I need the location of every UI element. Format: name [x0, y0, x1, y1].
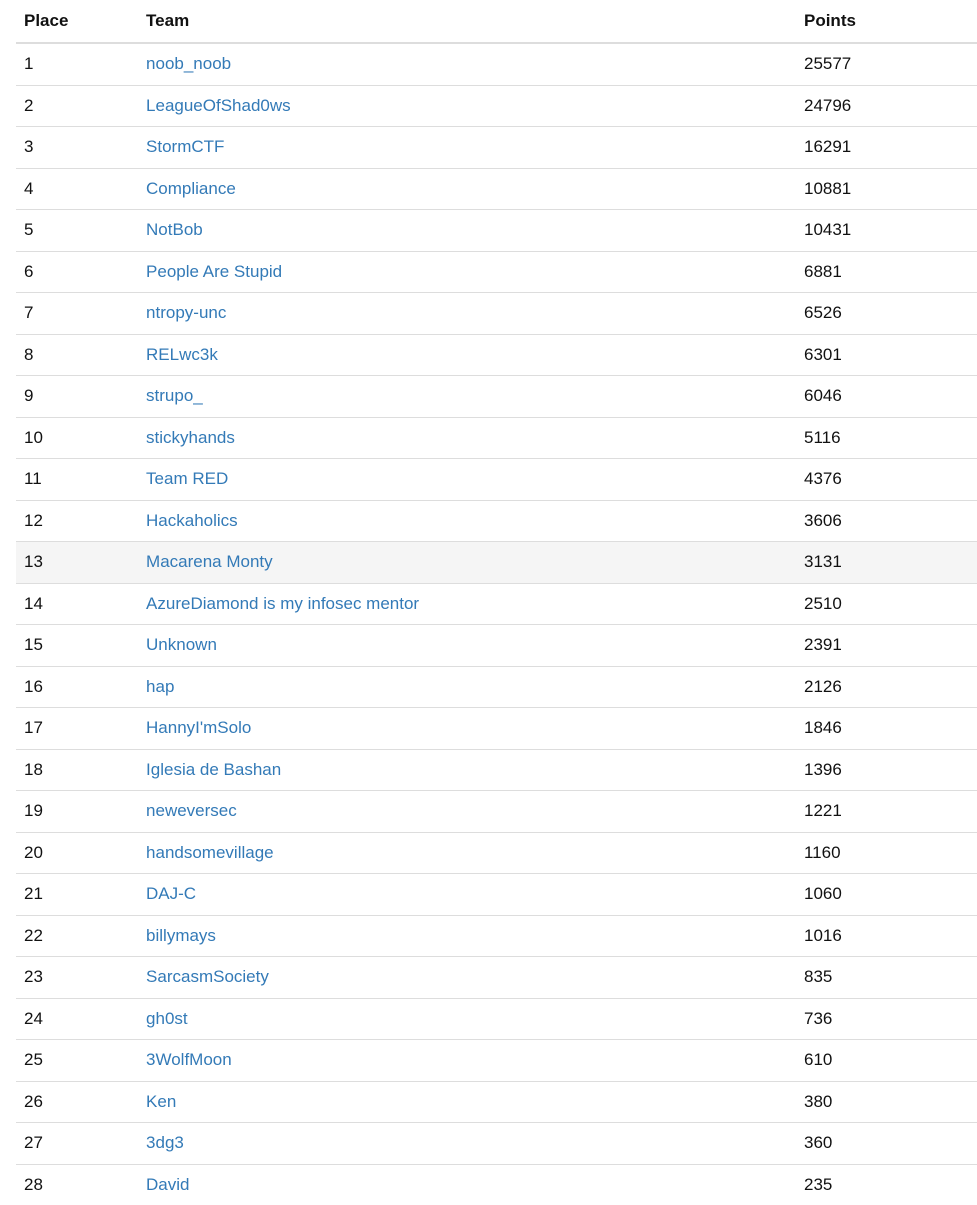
team-link[interactable]: stickyhands	[146, 427, 235, 447]
header-points[interactable]: Points	[796, 0, 977, 43]
table-row	[16, 583, 977, 625]
table-row	[16, 85, 977, 127]
place-cell: 22	[16, 915, 138, 957]
points-cell: 3131	[796, 542, 977, 584]
place-cell: 26	[16, 1081, 138, 1123]
place-cell: 23	[16, 957, 138, 999]
table-row	[16, 43, 977, 85]
team-link[interactable]: SarcasmSociety	[146, 967, 269, 987]
table-row	[16, 1164, 977, 1205]
place-cell: 21	[16, 874, 138, 916]
team-cell	[138, 791, 796, 833]
team-cell	[138, 1081, 796, 1123]
table-row	[16, 1123, 977, 1165]
points-cell: 2510	[796, 583, 977, 625]
points-cell: 360	[796, 1123, 977, 1165]
place-cell: 16	[16, 666, 138, 708]
team-link[interactable]: neweversec	[146, 801, 237, 821]
table-row	[16, 210, 977, 252]
points-cell: 1060	[796, 874, 977, 916]
team-cell	[138, 1123, 796, 1165]
team-cell	[138, 957, 796, 999]
team-cell	[138, 1040, 796, 1082]
team-cell	[138, 832, 796, 874]
team-cell	[138, 998, 796, 1040]
points-cell: 835	[796, 957, 977, 999]
team-link[interactable]: gh0st	[146, 1008, 188, 1028]
place-cell: 14	[16, 583, 138, 625]
team-link[interactable]: People Are Stupid	[146, 261, 283, 281]
team-link[interactable]: handsomevillage	[146, 842, 274, 862]
table-row	[16, 1040, 977, 1082]
team-cell	[138, 251, 796, 293]
table-row	[16, 251, 977, 293]
table-row	[16, 376, 977, 418]
team-link[interactable]: Iglesia de Bashan	[146, 759, 282, 779]
header-row	[16, 0, 977, 43]
team-cell	[138, 459, 796, 501]
team-cell	[138, 874, 796, 916]
place-cell: 28	[16, 1164, 138, 1205]
team-cell	[138, 293, 796, 335]
team-cell	[138, 417, 796, 459]
place-cell: 25	[16, 1040, 138, 1082]
team-link[interactable]: strupo_	[146, 386, 203, 406]
team-link[interactable]: billymays	[146, 925, 216, 945]
place-cell: 20	[16, 832, 138, 874]
table-row	[16, 791, 977, 833]
points-cell: 4376	[796, 459, 977, 501]
team-cell	[138, 210, 796, 252]
table-row	[16, 666, 977, 708]
scoreboard-body	[16, 43, 977, 1205]
points-cell: 736	[796, 998, 977, 1040]
team-link[interactable]: hap	[146, 676, 175, 696]
table-row	[16, 542, 977, 584]
team-link[interactable]: 3WolfMoon	[146, 1050, 232, 1070]
table-row	[16, 500, 977, 542]
points-cell: 2126	[796, 666, 977, 708]
table-row	[16, 874, 977, 916]
table-row	[16, 127, 977, 169]
place-cell: 9	[16, 376, 138, 418]
points-cell: 10881	[796, 168, 977, 210]
team-link[interactable]: ntropy-unc	[146, 303, 227, 323]
team-cell	[138, 127, 796, 169]
header-place[interactable]: Place	[16, 0, 138, 43]
points-cell: 25577	[803, 54, 852, 74]
table-row	[16, 459, 977, 501]
points-cell: 1016	[796, 915, 977, 957]
table-row	[16, 1081, 977, 1123]
points-cell: 6046	[796, 376, 977, 418]
points-cell: 2391	[796, 625, 977, 667]
points-cell: 1396	[796, 749, 977, 791]
place-cell: 3	[16, 127, 138, 169]
table-row	[16, 957, 977, 999]
scoreboard-table	[16, 0, 977, 1205]
place-cell: 19	[16, 791, 138, 833]
points-cell: 1846	[796, 708, 977, 750]
team-cell	[138, 376, 796, 418]
points-cell: 235	[796, 1164, 977, 1205]
team-link[interactable]: Ken	[146, 1091, 177, 1111]
team-cell	[138, 666, 796, 708]
place-cell: 27	[16, 1123, 138, 1165]
team-cell	[138, 85, 796, 127]
team-link[interactable]: StormCTF	[146, 137, 225, 157]
team-link[interactable]: DAJ-C	[146, 884, 197, 904]
scoreboard-header	[16, 0, 977, 43]
team-cell	[138, 542, 796, 584]
place-cell: 1	[24, 54, 34, 74]
place-cell: 2	[16, 85, 138, 127]
table-row	[16, 417, 977, 459]
table-row	[16, 708, 977, 750]
team-cell	[138, 625, 796, 667]
team-link[interactable]: Team RED	[146, 469, 229, 489]
team-link[interactable]: RELwc3k	[146, 344, 218, 364]
team-cell	[138, 1164, 796, 1205]
points-cell: 5116	[796, 417, 977, 459]
team-link[interactable]: LeagueOfShad0ws	[146, 95, 291, 115]
team-link[interactable]: noob_noob	[146, 54, 232, 74]
team-cell	[138, 915, 796, 957]
place-cell: 10	[16, 417, 138, 459]
points-cell: 6526	[796, 293, 977, 335]
place-cell: 5	[16, 210, 138, 252]
place-cell: 12	[16, 500, 138, 542]
team-link[interactable]: Unknown	[146, 635, 217, 655]
team-cell	[138, 749, 796, 791]
points-cell: 380	[796, 1081, 977, 1123]
points-cell: 1160	[796, 832, 977, 874]
team-cell	[138, 43, 796, 85]
team-link[interactable]: HannyI'mSolo	[146, 718, 252, 738]
team-cell	[138, 334, 796, 376]
team-link[interactable]: David	[146, 1174, 190, 1194]
place-cell: 11	[16, 459, 138, 501]
points-cell: 6881	[796, 251, 977, 293]
place-cell: 24	[16, 998, 138, 1040]
place-cell: 8	[16, 334, 138, 376]
points-cell: 10431	[796, 210, 977, 252]
points-cell: 3606	[796, 500, 977, 542]
table-row	[16, 998, 977, 1040]
place-cell: 15	[16, 625, 138, 667]
place-cell: 6	[16, 251, 138, 293]
team-cell	[138, 500, 796, 542]
team-link[interactable]: Compliance	[146, 178, 236, 198]
place-cell: 4	[16, 168, 138, 210]
place-cell: 13	[16, 542, 138, 584]
team-link[interactable]: Macarena Monty	[146, 552, 273, 572]
team-cell	[138, 708, 796, 750]
points-cell: 1221	[796, 791, 977, 833]
table-row	[16, 168, 977, 210]
header-team[interactable]: Team	[138, 0, 796, 43]
points-cell: 610	[796, 1040, 977, 1082]
team-link[interactable]: Hackaholics	[146, 510, 238, 530]
table-row	[16, 625, 977, 667]
table-row	[16, 832, 977, 874]
team-link[interactable]: NotBob	[146, 220, 203, 240]
table-row	[16, 334, 977, 376]
team-link[interactable]: AzureDiamond is my infosec mentor	[146, 593, 420, 613]
points-cell: 16291	[796, 127, 977, 169]
team-cell	[138, 168, 796, 210]
place-cell: 18	[16, 749, 138, 791]
table-row	[16, 293, 977, 335]
table-row	[16, 915, 977, 957]
team-link[interactable]: 3dg3	[146, 1133, 184, 1153]
team-cell	[138, 583, 796, 625]
table-row	[16, 749, 977, 791]
points-cell: 24796	[796, 85, 977, 127]
place-cell: 17	[16, 708, 138, 750]
points-cell: 6301	[796, 334, 977, 376]
place-cell: 7	[16, 293, 138, 335]
